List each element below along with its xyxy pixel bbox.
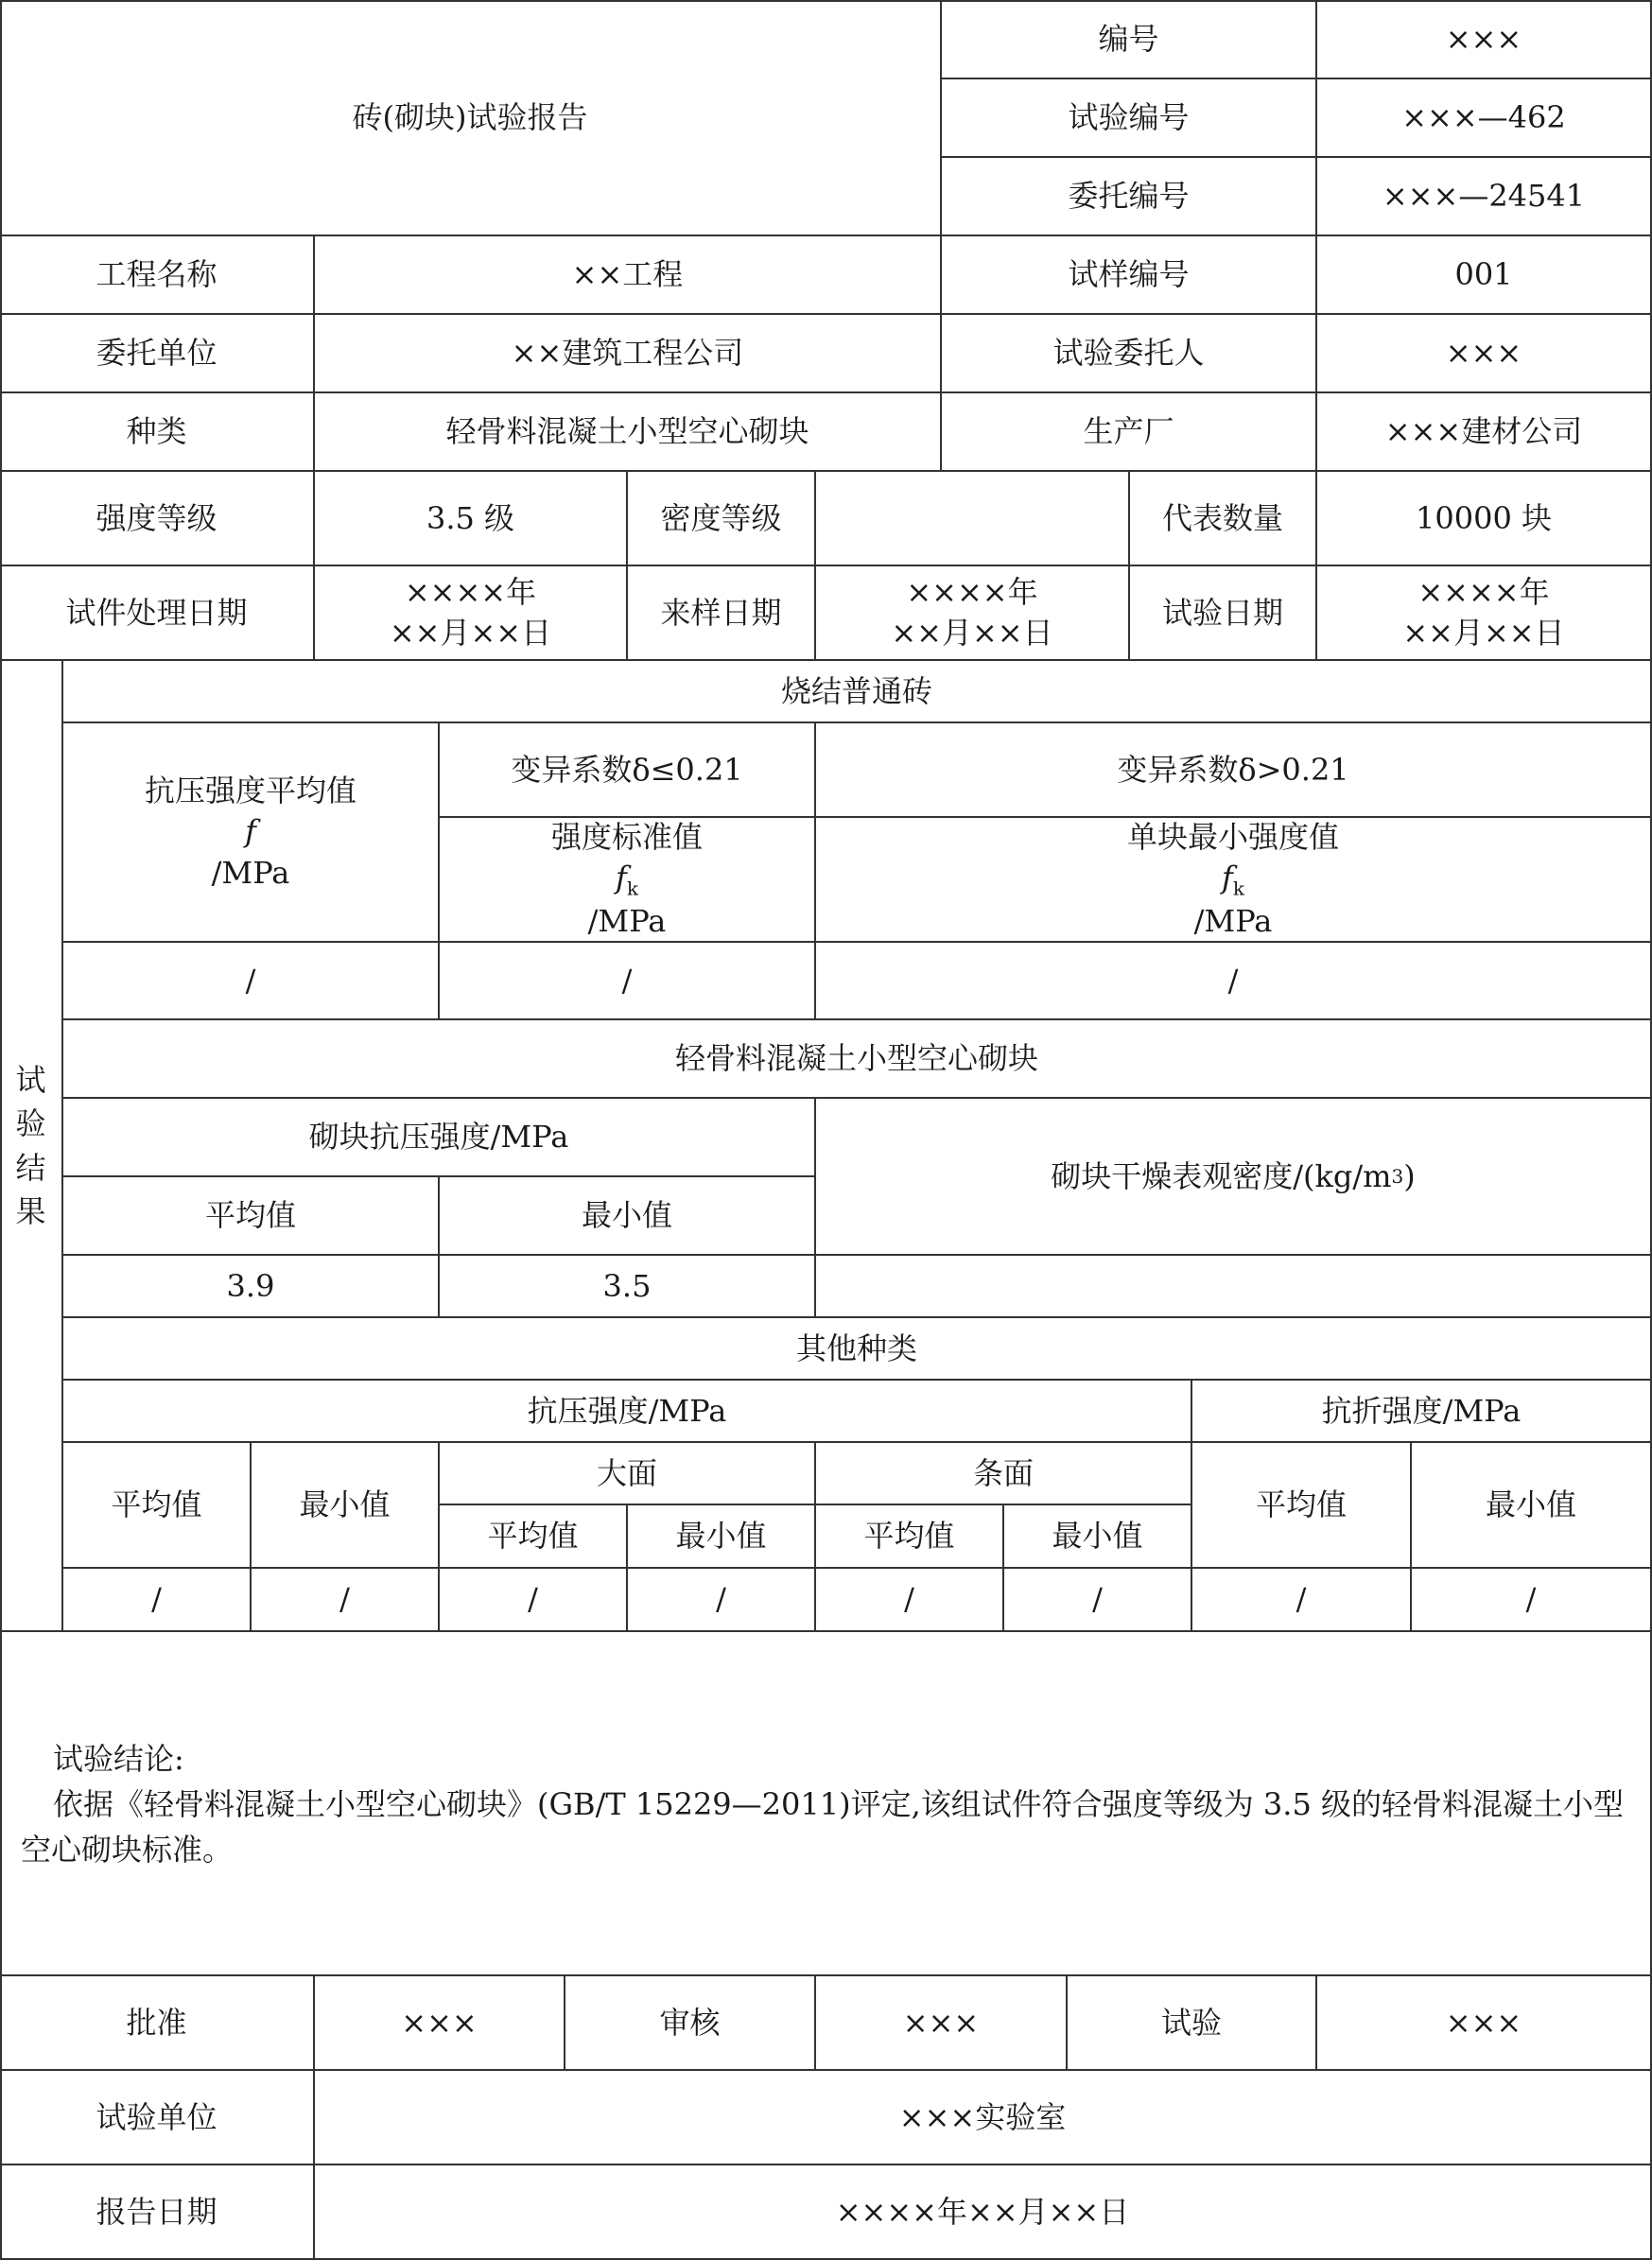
test-no-value: ×××—462 xyxy=(1317,79,1652,158)
side-char-3: 结 xyxy=(15,1149,46,1186)
fired-min-subscript: k xyxy=(1232,877,1244,900)
large-face-min-label: 最小值 xyxy=(628,1505,816,1569)
client-value: ××建筑工程公司 xyxy=(315,315,942,393)
client-label: 委托单位 xyxy=(0,315,315,393)
fired-avg-label: 抗压强度平均值 xyxy=(144,773,356,809)
results-side-label xyxy=(0,661,63,1632)
other-avg-label: 平均值 xyxy=(63,1443,252,1569)
other-value-2: / xyxy=(252,1569,440,1632)
test-date-year: ××××年 xyxy=(1417,573,1550,610)
other-compressive-label: 抗压强度/MPa xyxy=(63,1381,1192,1443)
sample-date-value xyxy=(816,566,1130,661)
other-flexural-label: 抗折强度/MPa xyxy=(1192,1381,1652,1443)
fired-cv-low: 变异系数δ≤0.21 xyxy=(440,723,816,818)
fired-min-unit: /MPa xyxy=(1193,903,1273,940)
strip-face-label: 条面 xyxy=(816,1443,1192,1505)
test-value: ××× xyxy=(1317,1976,1652,2071)
review-label: 审核 xyxy=(565,1976,816,2071)
fired-std-symbol: f xyxy=(616,859,627,895)
large-face-label: 大面 xyxy=(440,1443,816,1505)
other-value-6: / xyxy=(1004,1569,1192,1632)
conclusion-line-2: 空心砌块标准。 xyxy=(21,1832,234,1868)
fired-avg-value: / xyxy=(63,943,440,1020)
strip-face-min-label: 最小值 xyxy=(1004,1505,1192,1569)
test-label: 试验 xyxy=(1068,1976,1317,2071)
report-title: 砖(砌块)试验报告 xyxy=(0,0,942,236)
fired-avg-unit: /MPa xyxy=(211,854,290,891)
density-grade-label: 密度等级 xyxy=(628,472,816,566)
test-date-day: ××月××日 xyxy=(1402,615,1565,651)
strength-grade-label: 强度等级 xyxy=(0,472,315,566)
principal-value: ××× xyxy=(1317,315,1652,393)
manufacturer-label: 生产厂 xyxy=(942,393,1317,472)
fired-min-label: 单块最小强度值 xyxy=(1126,818,1339,855)
sample-no-label: 试样编号 xyxy=(942,236,1317,315)
lightweight-min-value: 3.5 xyxy=(440,1256,816,1318)
test-date-label: 试验日期 xyxy=(1130,566,1317,661)
lightweight-avg-label: 平均值 xyxy=(63,1177,440,1256)
fired-std-value: / xyxy=(440,943,816,1020)
quantity-value: 10000 块 xyxy=(1317,472,1652,566)
process-date-year: ××××年 xyxy=(404,573,537,610)
number-label: 编号 xyxy=(942,0,1317,79)
fired-std-unit: /MPa xyxy=(587,903,667,940)
flexural-min-label: 最小值 xyxy=(1412,1443,1652,1569)
manufacturer-value: ×××建材公司 xyxy=(1317,393,1652,472)
conclusion-box xyxy=(0,1632,1652,1976)
other-value-1: / xyxy=(63,1569,252,1632)
conclusion-line-1: 依据《轻骨料混凝土小型空心砌块》(GB/T 15229—2011)评定,该组试件符合强度等级为 3.5 级的轻骨料混凝土小型 xyxy=(53,1786,1624,1822)
lightweight-density-label xyxy=(816,1099,1652,1256)
lightweight-compressive-label: 砌块抗压强度/MPa xyxy=(63,1099,816,1177)
other-min-label: 最小值 xyxy=(252,1443,440,1569)
fired-std-label: 强度标准值 xyxy=(550,818,703,855)
lightweight-min-label: 最小值 xyxy=(440,1177,816,1256)
fired-min-symbol: f xyxy=(1222,859,1233,895)
lightweight-avg-value: 3.9 xyxy=(63,1256,440,1318)
lightweight-density-value xyxy=(816,1256,1652,1318)
quantity-label: 代表数量 xyxy=(1130,472,1317,566)
report-date-value: ××××年××月××日 xyxy=(315,2165,1652,2260)
density-label-text: 砌块干燥表观密度/(kg/m xyxy=(1051,1157,1392,1194)
type-label: 种类 xyxy=(0,393,315,472)
other-value-3: / xyxy=(440,1569,628,1632)
other-value-8: / xyxy=(1412,1569,1652,1632)
lab-label: 试验单位 xyxy=(0,2071,315,2165)
test-no-label: 试验编号 xyxy=(942,79,1317,158)
number-value: ××× xyxy=(1317,0,1652,79)
fired-min-value: / xyxy=(816,943,1652,1020)
type-value: 轻骨料混凝土小型空心砌块 xyxy=(315,393,942,472)
other-value-5: / xyxy=(816,1569,1004,1632)
side-char-4: 果 xyxy=(15,1192,46,1229)
sample-date-year: ××××年 xyxy=(906,573,1038,610)
commission-no-label: 委托编号 xyxy=(942,158,1317,236)
process-date-label: 试件处理日期 xyxy=(0,566,315,661)
sample-date-label: 来样日期 xyxy=(628,566,816,661)
other-value-4: / xyxy=(628,1569,816,1632)
sample-no-value: 001 xyxy=(1317,236,1652,315)
side-char-2: 验 xyxy=(15,1105,46,1142)
test-date-value xyxy=(1317,566,1652,661)
flexural-avg-label: 平均值 xyxy=(1192,1443,1412,1569)
approve-label: 批准 xyxy=(0,1976,315,2071)
side-char-1: 试 xyxy=(15,1061,46,1098)
fired-avg-symbol: f xyxy=(245,813,256,850)
fired-brick-title: 烧结普通砖 xyxy=(63,661,1652,723)
other-value-7: / xyxy=(1192,1569,1412,1632)
fired-cv-high: 变异系数δ>0.21 xyxy=(816,723,1652,818)
conclusion-label: 试验结论: xyxy=(53,1741,184,1777)
principal-label: 试验委托人 xyxy=(942,315,1317,393)
sample-date-day: ××月××日 xyxy=(891,615,1053,651)
density-label-exponent: 3 xyxy=(1391,1164,1404,1188)
fired-std-header xyxy=(440,818,816,943)
project-value: ××工程 xyxy=(315,236,942,315)
commission-no-value: ×××—24541 xyxy=(1317,158,1652,236)
fired-avg-header xyxy=(63,723,440,943)
strip-face-avg-label: 平均值 xyxy=(816,1505,1004,1569)
fired-std-subscript: k xyxy=(626,877,638,900)
review-value: ××× xyxy=(816,1976,1068,2071)
density-label-close: ) xyxy=(1403,1157,1416,1194)
report-date-label: 报告日期 xyxy=(0,2165,315,2260)
other-title: 其他种类 xyxy=(63,1318,1652,1381)
density-grade-value xyxy=(816,472,1130,566)
project-label: 工程名称 xyxy=(0,236,315,315)
lightweight-title: 轻骨料混凝土小型空心砌块 xyxy=(63,1020,1652,1099)
large-face-avg-label: 平均值 xyxy=(440,1505,628,1569)
process-date-value xyxy=(315,566,628,661)
lab-value: ×××实验室 xyxy=(315,2071,1652,2165)
fired-min-header xyxy=(816,818,1652,943)
process-date-day: ××月××日 xyxy=(389,615,552,651)
approve-value: ××× xyxy=(315,1976,565,2071)
strength-grade-value: 3.5 级 xyxy=(315,472,628,566)
